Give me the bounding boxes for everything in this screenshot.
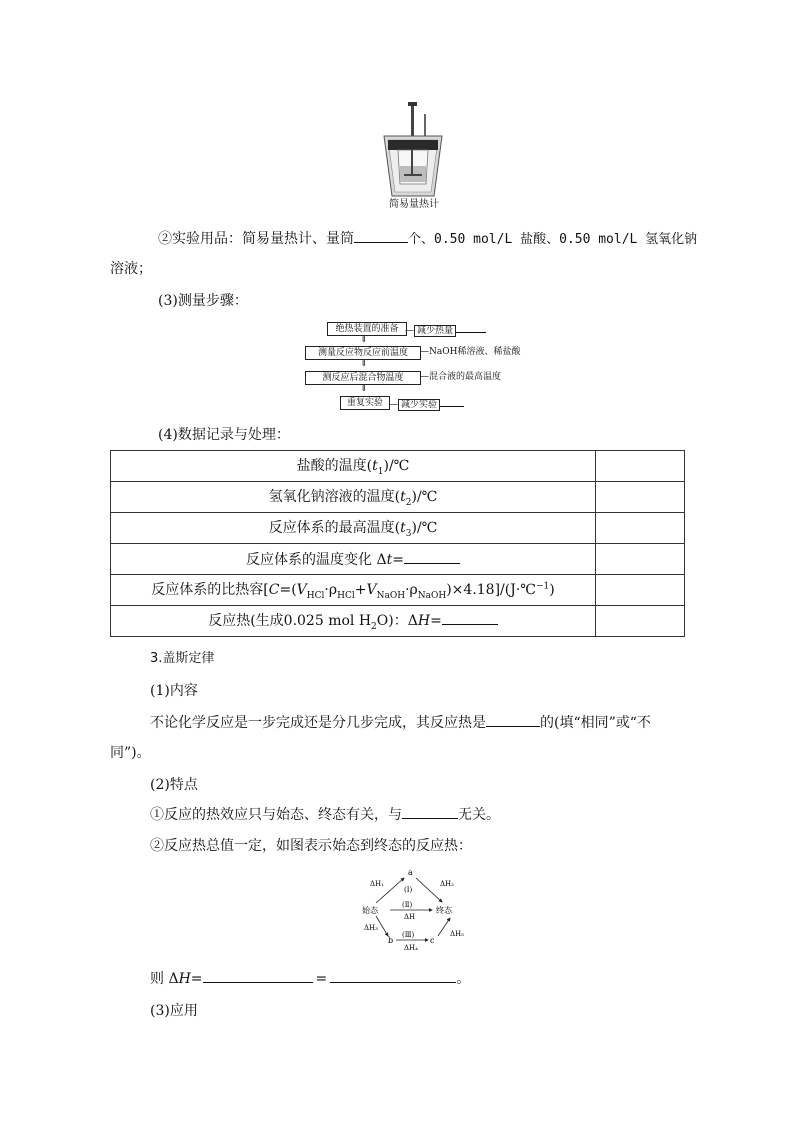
node-start: 始态 (362, 906, 378, 915)
application-heading: (3)应用 (150, 1003, 198, 1019)
path-label-1: (Ⅰ) (404, 886, 413, 894)
table-cell-value (596, 451, 685, 482)
table-cell-label: 反应体系的比热容$[C=(V_{HCl}\cdot\rho_{HCl}+V_{NaOH}\cdot\rho_{NaOH})\times 4.18]/(J\cdot℃^{-1})$ (111, 575, 596, 606)
flow-arrow-3: ⇓ (360, 384, 368, 394)
feature-1: ①反应的热效应只与始态、终态有关，与 无关。 (150, 804, 500, 826)
node-end: 终态 (436, 906, 452, 915)
answer-blank-delta-h (442, 610, 498, 625)
equation-line: 则 ΔH= = 。 (150, 968, 470, 990)
label-dh2: ΔH₂ (440, 880, 454, 888)
answer-blank-heat-loss (456, 322, 486, 333)
table-cell-value (596, 606, 685, 637)
calorimeter-illustration (378, 100, 448, 200)
hess-law-diagram (360, 866, 480, 956)
table-cell-label: 盐酸的温度$(t_1)/℃$ (111, 451, 596, 482)
table-row (111, 544, 685, 575)
flow-step-1: 绝热装置的准备 (327, 322, 407, 336)
table-cell-value (596, 482, 685, 513)
answer-blank-same (486, 712, 540, 727)
table-row (111, 482, 685, 513)
flow-arrow-2: ⇓ (360, 359, 368, 369)
flow-note-3: —混合液的最高温度 (420, 372, 502, 382)
hess-law-heading: 3.盖斯定律 (150, 651, 215, 666)
answer-blank-delta-t (404, 549, 460, 564)
label-dh4: ΔH₄ (404, 944, 418, 952)
flow-note-1: — 减少热量 (405, 322, 486, 337)
node-a: a (408, 868, 413, 877)
flow-step-3: 测反应后混合物温度 (305, 371, 421, 385)
table-cell-label: 反应体系的温度变化 Δt= (111, 544, 596, 575)
content-line-2: 同”)。 (110, 745, 151, 761)
feature-2: ②反应热总值一定，如图表示始态到终态的反应热： (150, 838, 472, 854)
node-b: b (388, 936, 394, 945)
flow-arrow-1: ⇓ (360, 335, 368, 345)
flow-note-2: —NaOH稀溶液、稀盐酸 (420, 347, 521, 357)
materials-line-1 (158, 228, 697, 251)
table-cell-value (596, 544, 685, 575)
content-line-1: 不论化学反应是一步完成还是分几步完成，其反应热是 的(填“相同”或“不 (150, 712, 651, 734)
answer-blank-cylinder-count (354, 228, 408, 243)
features-heading: (2)特点 (150, 777, 198, 793)
answer-blank-path (402, 804, 458, 819)
table-cell-label: 反应体系的最高温度$(t_3)/℃$ (111, 513, 596, 544)
label-dh1: ΔH₁ (370, 880, 384, 888)
answer-blank-error (440, 396, 464, 407)
content-heading: (1)内容 (150, 683, 198, 699)
table-row (111, 575, 685, 606)
arrow-c-to-end (438, 918, 450, 936)
flow-step-4: 重复实验 (340, 396, 390, 410)
label-dh3: ΔH₃ (364, 924, 378, 932)
materials-prefix: ②实验用品：简易量热计、量筒 (158, 231, 354, 247)
node-c: c (430, 936, 435, 945)
answer-blank-sum-2 (330, 968, 456, 983)
label-dh: ΔH (404, 913, 416, 921)
materials-suffix: 个、0.50 mol/L 盐酸、0.50 mol/L 氢氧化钠 (408, 232, 698, 247)
materials-line-2: 溶液； (110, 261, 152, 277)
data-record-table (110, 450, 685, 637)
record-heading: (4)数据记录与处理： (158, 427, 290, 443)
flow-note-4: — 减少实验 (389, 396, 464, 411)
flow-step-2: 测量反应物反应前温度 (305, 346, 421, 360)
label-dh5: ΔH₅ (450, 930, 464, 938)
table-row (111, 451, 685, 482)
table-row (111, 513, 685, 544)
path-label-3: (Ⅲ) (402, 931, 415, 939)
table-cell-label: 氢氧化钠溶液的温度$(t_2)/℃$ (111, 482, 596, 513)
table-cell-label: 反应热(生成0.025 mol $H_2O$)：ΔH= (111, 606, 596, 637)
calorimeter-caption: 简易量热计 (389, 199, 439, 210)
path-label-2: (Ⅱ) (402, 901, 413, 909)
steps-heading: (3)测量步骤： (158, 293, 248, 309)
table-cell-value (596, 575, 685, 606)
table-row (111, 606, 685, 637)
arrow-a-to-end (416, 878, 442, 902)
table-cell-value (596, 513, 685, 544)
answer-blank-sum-1 (203, 968, 313, 983)
